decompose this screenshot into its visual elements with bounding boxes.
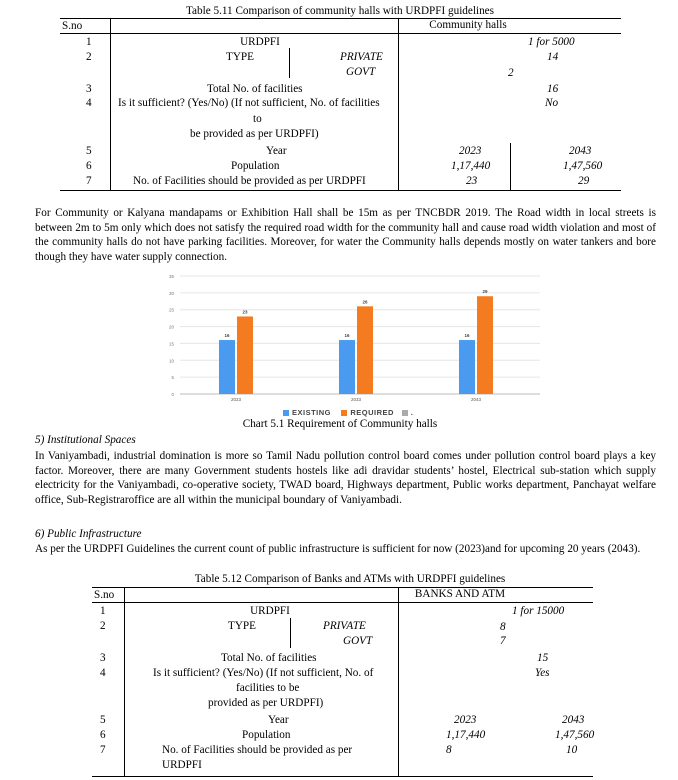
table2-header-sno: S.no [94, 589, 115, 601]
x-tick-label-2023: 2023 [230, 397, 242, 402]
table1-row6-label: Population [231, 160, 280, 172]
bar-existing-2033 [339, 340, 355, 394]
table1-row1-label: URDPFI [240, 36, 280, 48]
table1-row1-no: 1 [86, 36, 92, 48]
table1-year-2023: 2023 [459, 145, 482, 157]
table1-private-label: PRIVATE [340, 51, 383, 63]
table2-row3-no: 3 [100, 652, 106, 664]
legend-required-swatch [341, 410, 347, 416]
table2-population-2043: 1,47,560 [555, 729, 595, 741]
table2-header-banks-atm: BANKS AND ATM [414, 588, 506, 600]
table2-row4-label: Is it sufficient? (Yes/No) (If not sufficient, No. of [153, 667, 374, 679]
legend-existing-swatch [283, 410, 289, 416]
table1-govt-label: GOVT [346, 66, 376, 78]
legend-existing [283, 408, 331, 417]
data-label-required-2023: 23 [242, 309, 248, 315]
y-tick-label-5: 5 [171, 375, 174, 381]
chart-caption: Chart 5.1 Requirement of Community halls [242, 418, 438, 430]
table2-population-2023: 1,17,440 [446, 729, 486, 741]
table2-row4-no: 4 [100, 667, 106, 679]
table2-row2-no: 2 [100, 620, 106, 632]
table2-row3-label: Total No. of facilities [221, 652, 317, 664]
bar-required-2033 [357, 306, 373, 394]
legend-required [341, 408, 394, 417]
table1-row3-no: 3 [86, 83, 92, 95]
table1-row4-label-cont: to [253, 113, 262, 125]
table2-row6-no: 6 [100, 729, 106, 741]
table2-row7-label-end: URDPFI [162, 759, 202, 771]
x-tick-label-2043: 2043 [470, 397, 482, 402]
data-label-existing-2023: 16 [224, 333, 230, 339]
table1-population-2023: 1,17,440 [451, 160, 491, 172]
data-label-existing-2033: 16 [344, 333, 350, 339]
table2-row1-label: URDPFI [250, 605, 290, 617]
table2-row7-label: No. of Facilities should be provided as per [162, 744, 353, 756]
table1-row6-no: 6 [86, 160, 92, 172]
table1-row2-label: TYPE [226, 51, 254, 63]
table1-caption: Table 5.11 Comparison of community halls with URDPFI guidelines [186, 5, 494, 17]
table1-header-community-halls: Community halls [429, 19, 507, 31]
table2-required-2043: 10 [566, 744, 578, 756]
data-label-required-2043: 29 [482, 289, 488, 295]
table1-row2-no: 2 [86, 51, 92, 63]
y-tick-label-25: 25 [168, 307, 174, 313]
section5-text: In Vaniyambadi, industrial domination is more so Tamil Nadu pollution control board comes under pollution control board plays a key factor. Moreover, there are many Government students hostels like adi dravidar students’ hostel, Electrical sub-station which supply electricity for the Vaniyambadi, co-operative society, TWAD board, Highways department, Public works department, Panchayat welfare office, Sub-Registraroffice are all within the municipal boundary of Vaniyambadi. [35, 450, 656, 506]
section5-heading: 5) Institutional Spaces [35, 434, 136, 446]
table1-row4-no: 4 [86, 97, 92, 109]
table1-row7-label: No. of Facilities should be provided as per URDPFI [133, 175, 366, 187]
table2-row7-no: 7 [100, 744, 106, 756]
table1-row4-value: No [545, 97, 559, 109]
legend-extra-label: . [410, 408, 414, 417]
table2-row5-label: Year [268, 714, 289, 726]
y-tick-label-20: 20 [168, 324, 174, 330]
bar-existing-2023 [219, 340, 235, 394]
table1-row3-label: Total No. of facilities [207, 83, 303, 95]
y-tick-label-35: 35 [168, 274, 174, 279]
table2-row1-no: 1 [100, 605, 106, 617]
data-label-existing-2043: 16 [464, 333, 470, 339]
y-tick-label-10: 10 [168, 358, 174, 364]
data-label-required-2033: 26 [362, 299, 368, 305]
section6-heading: 6) Public Infrastructure [35, 528, 142, 540]
table2-year-2043: 2043 [562, 714, 585, 726]
table1-row5-no: 5 [86, 145, 92, 157]
y-tick-label-0: 0 [171, 392, 174, 397]
table1-row7-no: 7 [86, 175, 92, 187]
table2-govt-value: 7 [500, 635, 506, 647]
y-tick-label-15: 15 [168, 341, 174, 347]
table1-header-sno: S.no [62, 20, 83, 32]
x-tick-label-2033: 2033 [350, 397, 362, 402]
legend-extra [402, 408, 414, 417]
bar-required-2023 [237, 316, 253, 394]
table2-private-label: PRIVATE [323, 620, 366, 632]
table1-row5-label: Year [266, 145, 287, 157]
legend-required-label: REQUIRED [350, 408, 394, 417]
table2-row4-label-cont: facilities to be [236, 682, 300, 694]
community-halls-paragraph: For Community or Kalyana mandapams or Exhibition Hall shall be 15m as per TNCBDR 2019. The Road width in local streets is between 2m to 5m only which does not satisfy the required road width for the community hall and cause road width violation and most of the community halls do not have parking facilities. Moreover, for water the Community halls depends mostly on water tankers and bore though they have water supply connection. [35, 207, 656, 263]
community-halls-chart [166, 270, 546, 402]
table1-population-2043: 1,47,560 [563, 160, 603, 172]
table2-year-2023: 2023 [454, 714, 477, 726]
table1-private-value: 14 [547, 51, 559, 63]
bar-existing-2043 [459, 340, 475, 394]
table1-row4-label-end: be provided as per URDPFI) [190, 128, 319, 140]
table2-row1-value: 1 for 15000 [512, 605, 565, 617]
table2-private-value: 8 [500, 621, 506, 633]
table2-row2-label: TYPE [228, 620, 256, 632]
table1-row4-label: Is it sufficient? (Yes/No) (If not sufficient, No. of facilities [118, 97, 380, 109]
table2-row6-label: Population [242, 729, 291, 741]
table1-row3-value: 16 [547, 83, 559, 95]
table1-required-2043: 29 [578, 175, 590, 187]
table2-row5-no: 5 [100, 714, 106, 726]
table2-row4-label-end: provided as per URDPFI) [208, 697, 324, 709]
table1-row1-value: 1 for 5000 [528, 36, 575, 48]
y-tick-label-30: 30 [168, 290, 174, 296]
legend-existing-label: EXISTING [292, 408, 332, 417]
table2-required-2023: 8 [446, 744, 452, 756]
table1-govt-value: 2 [508, 67, 514, 79]
legend-extra-swatch [402, 410, 408, 416]
table1-year-2043: 2043 [569, 145, 592, 157]
table1-required-2023: 23 [466, 175, 478, 187]
bar-required-2043 [477, 296, 493, 394]
table2-row4-value: Yes [535, 667, 550, 679]
table2-caption: Table 5.12 Comparison of Banks and ATMs with URDPFI guidelines [194, 573, 506, 585]
table2-govt-label: GOVT [343, 635, 373, 647]
table2-row3-value: 15 [537, 652, 549, 664]
section6-text: As per the URDPFI Guidelines the current count of public infrastructure is sufficient for now (2023)and for upcoming 20 years (2043). [35, 543, 641, 555]
